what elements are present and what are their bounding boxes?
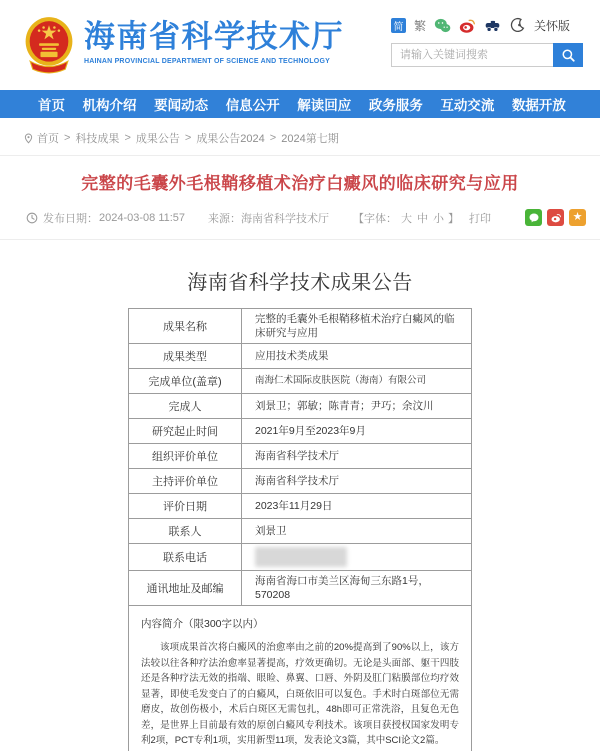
share-icons	[525, 209, 586, 226]
row-value: 刘景卫	[241, 519, 471, 543]
row-value: 海南省科学技术厅	[241, 444, 471, 468]
nav-item[interactable]: 要闻动态	[154, 98, 209, 113]
care-mode-icon[interactable]	[509, 17, 526, 34]
nav-item[interactable]: 政务服务	[368, 98, 423, 113]
weibo-share-icon[interactable]	[547, 209, 564, 226]
font-size-prefix: 【字体：	[353, 212, 397, 225]
row-label: 成果名称	[163, 321, 207, 333]
lang-simplified-button[interactable]: 简	[391, 18, 406, 33]
summary-text: 该项成果首次将白癜风的治愈率由之前的20%提高到了90%以上，该方法较以往各种疗法治愈率显著提高，疗效更确切。无论是头面部、躯干四肢还是各种疗法无效的指端、眼睑、鼻翼、口唇、外阴及肛门粘膜部位均疗效显著，即使毛发变白了的白癜风，白斑依旧可以复色。手术时白斑部位无需磨皮，故创伤极小，术后白斑区无需包扎，48h即可正常洗浴，且复色无色差，是世界上目前最有效的原创白癜风专利技术。该项目获授权国家发明专利2项，PCT专利1项，实用新型11项，发表论文3篇，其中SCI论文2篇。	[141, 642, 459, 746]
table-row	[129, 494, 471, 519]
row-label: 完成人	[168, 401, 202, 413]
summary-row	[129, 606, 471, 751]
table-row	[129, 309, 471, 344]
article-title-section	[0, 155, 600, 240]
font-size-option[interactable]: 大	[401, 212, 412, 225]
row-label: 通讯地址及邮编	[146, 583, 224, 595]
search-bar	[391, 43, 583, 67]
row-value	[241, 544, 471, 570]
table-row	[129, 444, 471, 469]
breadcrumb-item[interactable]: 科技成果	[75, 133, 120, 145]
table-rows	[129, 309, 471, 606]
source-label: 来源：	[208, 212, 242, 225]
site-title: 海南省科学技术厅	[84, 19, 344, 54]
more-share-icon[interactable]: ★	[569, 209, 586, 226]
nav-item[interactable]: 解读回应	[297, 98, 352, 113]
font-size-suffix: 】	[448, 212, 459, 225]
main-nav	[0, 90, 600, 118]
care-mode-link[interactable]: 关怀版	[534, 19, 571, 33]
wechat-share-icon[interactable]	[525, 209, 542, 226]
site-title-block	[84, 20, 344, 65]
table-row	[129, 369, 471, 394]
table-row	[129, 469, 471, 494]
row-label: 联系电话	[163, 552, 207, 564]
accessibility-icon[interactable]	[484, 17, 501, 34]
search-button[interactable]	[553, 43, 583, 67]
nav-item[interactable]: 信息公开	[225, 98, 280, 113]
nav-item[interactable]: 首页	[38, 98, 65, 113]
weibo-icon[interactable]	[459, 17, 476, 34]
table-row	[129, 519, 471, 544]
row-label: 主持评价单位	[152, 476, 218, 488]
site-header	[0, 0, 600, 90]
source-value: 海南省科学技术厅	[241, 212, 330, 225]
table-row	[129, 419, 471, 444]
table-row	[129, 344, 471, 369]
row-label: 评价日期	[163, 501, 207, 513]
table-row	[129, 544, 471, 571]
summary-label: 内容简介（限300字以内）	[141, 618, 264, 630]
row-value: 2021年9月至2023年9月	[241, 419, 471, 443]
breadcrumb-items: 首页 > 科技成果 > 成果公告 > 成果公告2024 > 2024第七期	[37, 132, 339, 145]
redacted-phone-blur	[255, 547, 347, 567]
row-label: 组织评价单位	[152, 451, 218, 463]
row-label: 成果类型	[163, 351, 207, 363]
row-value: 南海仁术国际皮肤医院（海南）有限公司	[241, 369, 471, 393]
nav-item[interactable]: 互动交流	[440, 98, 495, 113]
publish-date: 2024-03-08 11:57	[99, 211, 186, 224]
row-label: 联系人	[168, 526, 202, 538]
header-tools	[391, 17, 583, 67]
breadcrumb-item[interactable]: 成果公告2024	[196, 133, 265, 145]
row-value: 2023年11月29日	[241, 494, 471, 518]
results-table	[128, 308, 472, 751]
row-value: 完整的毛囊外毛根鞘移植术治疗白癜风的临床研究与应用	[241, 309, 471, 343]
article-body	[0, 266, 600, 751]
clock-icon	[26, 212, 38, 224]
nav-item[interactable]: 机构介绍	[82, 98, 137, 113]
article-title: 完整的毛囊外毛根鞘移植术治疗白癜风的临床研究与应用	[81, 174, 519, 193]
table-row	[129, 571, 471, 606]
site-subtitle: HAINAN PROVINCIAL DEPARTMENT OF SCIENCE AND TECHNOLOGY	[84, 58, 330, 66]
publish-date-label: 发布日期：	[43, 212, 98, 225]
national-emblem-logo	[22, 15, 76, 75]
font-size-option[interactable]: 中	[417, 212, 428, 225]
search-icon	[561, 48, 576, 63]
row-value: 应用技术类成果	[241, 344, 471, 368]
location-pin-icon	[24, 133, 33, 144]
article-meta	[0, 209, 600, 226]
font-size-option[interactable]: 小	[433, 212, 444, 225]
row-label: 完成单位(盖章)	[148, 376, 222, 388]
breadcrumb	[24, 130, 600, 146]
search-input[interactable]	[391, 43, 553, 67]
font-size-control	[401, 210, 444, 226]
table-row	[129, 394, 471, 419]
breadcrumb-item[interactable]: 2024第七期	[281, 133, 339, 145]
nav-item[interactable]: 数据开放	[511, 98, 566, 113]
row-value: 海南省海口市美兰区海甸三东路1号，570208	[241, 571, 471, 605]
row-value: 刘景卫；郭敏；陈青青；尹巧；余汶川	[241, 394, 471, 418]
row-label: 研究起止时间	[152, 426, 218, 438]
lang-traditional-button[interactable]: 繁	[414, 19, 427, 33]
wechat-icon[interactable]	[434, 17, 451, 34]
breadcrumb-item[interactable]: 成果公告	[135, 133, 180, 145]
notice-heading: 海南省科学技术成果公告	[187, 272, 413, 294]
breadcrumb-item[interactable]: 首页	[37, 133, 59, 145]
row-value: 海南省科学技术厅	[241, 469, 471, 493]
print-button[interactable]: 打印	[469, 212, 491, 225]
